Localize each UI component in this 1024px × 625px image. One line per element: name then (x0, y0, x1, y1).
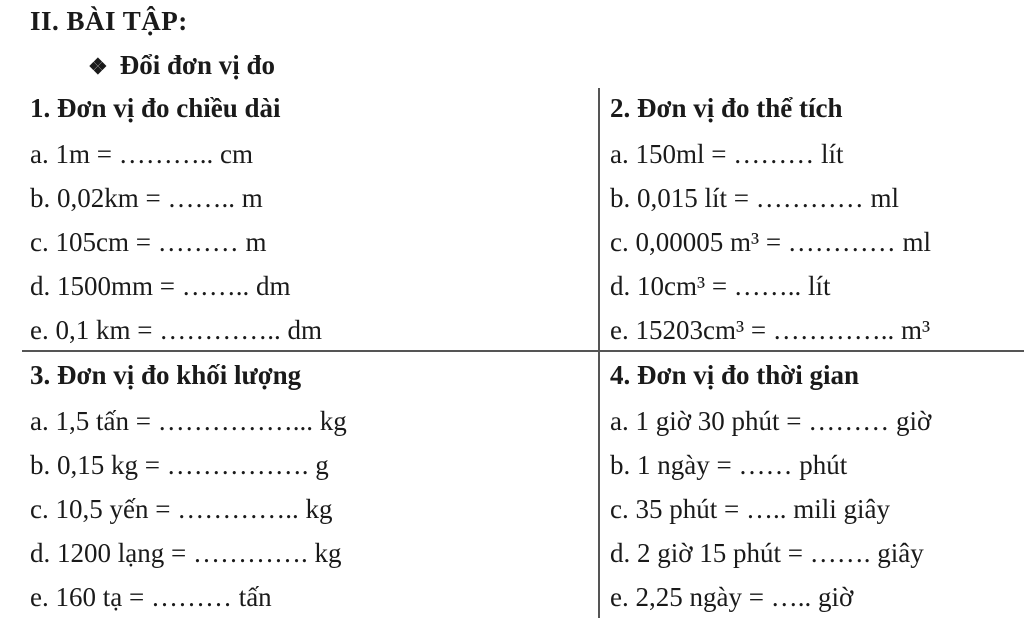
exercise-item: a. 1m = ……….. cm (30, 139, 253, 169)
exercise-item: d. 10cm³ = …….. lít (610, 271, 831, 301)
exercise-item: e. 0,1 km = ………….. dm (30, 315, 322, 345)
diamond-bullet-icon: ❖ (88, 54, 108, 79)
exercise-item: e. 15203cm³ = ………….. m³ (610, 315, 931, 345)
section-title: 4. Đơn vị đo thời gian (610, 360, 859, 390)
exercise-heading: II. BÀI TẬP: (30, 6, 188, 36)
section-title: 1. Đơn vị đo chiều dài (30, 93, 281, 123)
exercise-item: d. 1500mm = …….. dm (30, 271, 291, 301)
subheading (88, 50, 275, 81)
exercise-item: b. 0,15 kg = ……………. g (30, 450, 329, 480)
section-title: 3. Đơn vị đo khối lượng (30, 360, 302, 390)
subheading-text: Đổi đơn vị đo (119, 50, 275, 80)
section-volume (610, 88, 1020, 352)
exercise-table (0, 88, 1024, 618)
exercise-item: b. 0,015 lít = ………… ml (610, 183, 899, 213)
exercise-item: b. 1 ngày = …… phút (610, 450, 848, 480)
section-length (30, 88, 590, 352)
exercise-item: d. 2 giờ 15 phút = ……. giây (610, 538, 924, 568)
exercise-item: c. 10,5 yến = ………….. kg (30, 494, 333, 524)
vertical-divider (598, 88, 600, 618)
section-title: 2. Đơn vị đo thể tích (610, 93, 843, 123)
section-time (610, 355, 1020, 619)
exercise-item: b. 0,02km = …….. m (30, 183, 263, 213)
exercise-item: d. 1200 lạng = …………. kg (30, 538, 342, 568)
exercise-item: a. 1,5 tấn = ……………... kg (30, 406, 347, 436)
exercise-item: e. 2,25 ngày = ….. giờ (610, 582, 854, 612)
exercise-item: a. 1 giờ 30 phút = ……… giờ (610, 406, 932, 436)
exercise-item: e. 160 tạ = ……… tấn (30, 582, 272, 612)
section-mass (30, 355, 590, 619)
exercise-item: c. 105cm = ……… m (30, 227, 267, 257)
exercise-item: a. 150ml = ……… lít (610, 139, 844, 169)
exercise-item: c. 0,00005 m³ = ………… ml (610, 227, 932, 257)
exercise-item: c. 35 phút = ….. mili giây (610, 494, 890, 524)
